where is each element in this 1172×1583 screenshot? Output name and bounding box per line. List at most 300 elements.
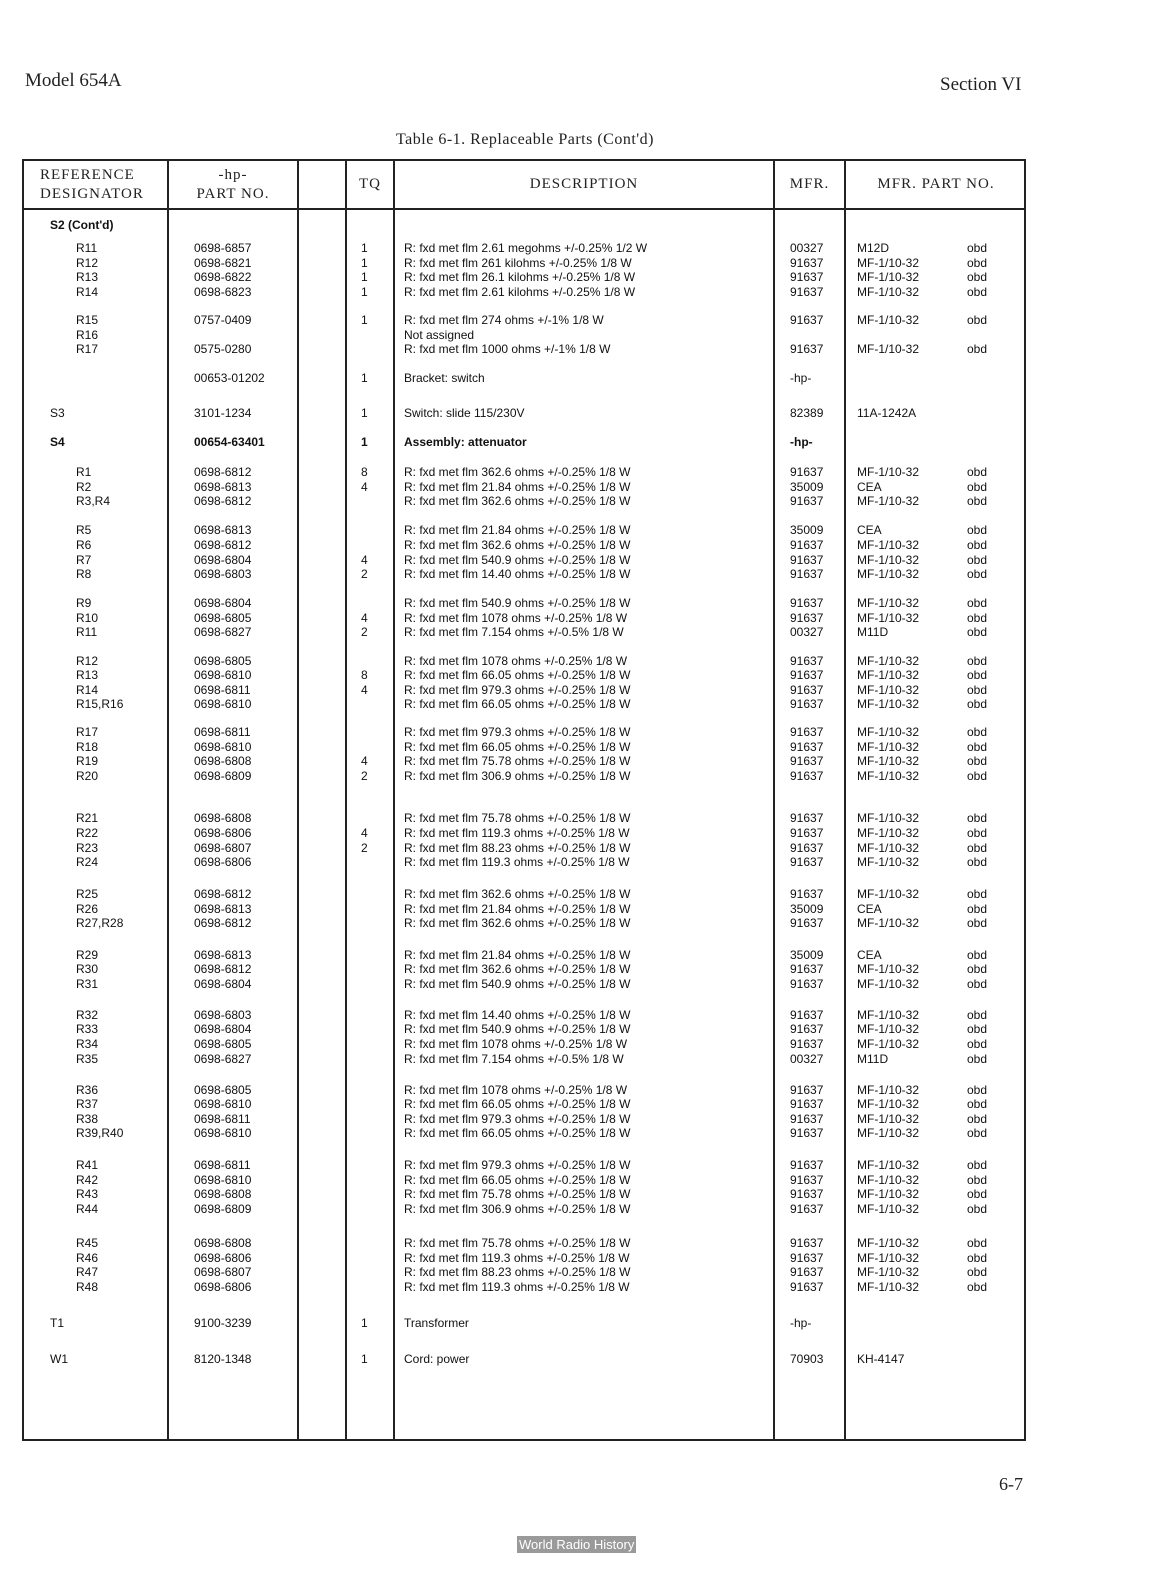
cell-tq: 1 <box>361 270 368 284</box>
cell-hp: 0698-6811 <box>194 1112 251 1126</box>
cell-mpn: MF-1/10-32 <box>857 1280 920 1294</box>
cell-hp: 0698-6813 <box>194 948 252 962</box>
cell-mfr: 91637 <box>790 1008 824 1022</box>
cell-mpn: CEA <box>857 948 882 962</box>
cell-desc: R: fxd met flm 979.3 ohms +/-0.25% 1/8 W <box>404 1112 631 1126</box>
cell-tq: 1 <box>361 313 368 327</box>
cell-mpn: MF-1/10-32 <box>857 465 920 479</box>
cell-desc: R: fxd met flm 979.3 ohms +/-0.25% 1/8 W <box>404 1158 631 1172</box>
column-divider <box>297 161 299 1439</box>
cell-mpn: MF-1/10-32 <box>857 256 920 270</box>
cell-mpn: MF-1/10-32 <box>857 342 920 356</box>
footer-watermark: World Radio History <box>519 1537 635 1552</box>
cell-desc: R: fxd met flm 119.3 ohms +/-0.25% 1/8 W <box>404 826 630 840</box>
cell-hp: 3101-1234 <box>194 406 252 420</box>
cell-mfr: 91637 <box>790 538 824 552</box>
cell-mpn: MF-1/10-32 <box>857 654 920 668</box>
cell-obd: obd <box>967 285 988 299</box>
cell-ref: R33 <box>76 1022 99 1036</box>
cell-desc: R: fxd met flm 26.1 kilohms +/-0.25% 1/8 W <box>404 270 636 284</box>
cell-ref: R9 <box>76 596 92 610</box>
cell-mfr: 00327 <box>790 625 824 639</box>
cell-mfr: 91637 <box>790 1037 824 1051</box>
cell-tq: 4 <box>361 683 368 697</box>
cell-mfr: 91637 <box>790 465 824 479</box>
cell-desc: R: fxd met flm 21.84 ohms +/-0.25% 1/8 W <box>404 948 631 962</box>
cell-ref: R22 <box>76 826 99 840</box>
header-mfr-part-no: MFR. PART NO. <box>877 176 995 192</box>
cell-hp: 0698-6804 <box>194 553 252 567</box>
cell-mfr: 70903 <box>790 1352 824 1366</box>
cell-mfr: 91637 <box>790 285 824 299</box>
cell-hp: 8120-1348 <box>194 1352 252 1366</box>
cell-desc: R: fxd met flm 2.61 megohms +/-0.25% 1/2 W <box>404 241 648 255</box>
cell-mpn: MF-1/10-32 <box>857 841 920 855</box>
cell-desc: R: fxd met flm 14.40 ohms +/-0.25% 1/8 W <box>404 567 631 581</box>
cell-mpn: MF-1/10-32 <box>857 855 920 869</box>
section-title: Section VI <box>940 74 1022 95</box>
cell-desc: R: fxd met flm 362.6 ohms +/-0.25% 1/8 W <box>404 916 631 930</box>
cell-hp: 0698-6813 <box>194 480 252 494</box>
cell-mpn: M11D <box>857 625 889 639</box>
cell-obd: obd <box>967 342 988 356</box>
cell-ref: R11 <box>76 625 98 639</box>
header-description: DESCRIPTION <box>529 176 639 192</box>
cell-ref: R30 <box>76 962 99 976</box>
cell-obd: obd <box>967 241 988 255</box>
column-divider <box>393 161 395 1439</box>
cell-obd: obd <box>967 697 988 711</box>
cell-obd: obd <box>967 465 988 479</box>
cell-tq: 4 <box>361 754 368 768</box>
cell-desc: R: fxd met flm 66.05 ohms +/-0.25% 1/8 W <box>404 740 631 754</box>
cell-desc: R: fxd met flm 7.154 ohms +/-0.5% 1/8 W <box>404 625 624 639</box>
cell-desc: R: fxd met flm 88.23 ohms +/-0.25% 1/8 W <box>404 1265 631 1279</box>
cell-mpn: MF-1/10-32 <box>857 668 920 682</box>
cell-tq: 8 <box>361 668 368 682</box>
cell-ref: R25 <box>76 887 99 901</box>
cell-tq: 1 <box>361 371 368 385</box>
cell-hp: 0698-6827 <box>194 1052 252 1066</box>
cell-hp: 0698-6812 <box>194 962 252 976</box>
cell-obd: obd <box>967 256 988 270</box>
cell-ref: R10 <box>76 611 99 625</box>
cell-mpn: MF-1/10-32 <box>857 977 920 991</box>
cell-ref: R34 <box>76 1037 99 1051</box>
cell-hp: 0698-6808 <box>194 754 252 768</box>
cell-obd: obd <box>967 887 988 901</box>
cell-desc: R: fxd met flm 306.9 ohms +/-0.25% 1/8 W <box>404 1202 631 1216</box>
cell-tq: 1 <box>361 241 368 255</box>
cell-hp: 0698-6806 <box>194 826 252 840</box>
cell-hp: 0698-6827 <box>194 625 252 639</box>
header-mfr: MFR. <box>789 176 830 192</box>
cell-ref: R38 <box>76 1112 99 1126</box>
cell-mpn: MF-1/10-32 <box>857 270 920 284</box>
cell-ref: R13 <box>76 668 99 682</box>
cell-desc: R: fxd met flm 362.6 ohms +/-0.25% 1/8 W <box>404 538 631 552</box>
cell-desc: Switch: slide 115/230V <box>404 406 525 420</box>
cell-desc: R: fxd met flm 75.78 ohms +/-0.25% 1/8 W <box>404 754 631 768</box>
cell-mpn: MF-1/10-32 <box>857 1158 920 1172</box>
cell-desc: Cord: power <box>404 1352 470 1366</box>
cell-tq: 2 <box>361 625 368 639</box>
cell-mpn: MF-1/10-32 <box>857 1265 920 1279</box>
cell-mfr: 35009 <box>790 902 824 916</box>
cell-mfr: 35009 <box>790 480 824 494</box>
cell-obd: obd <box>967 1236 988 1250</box>
cell-hp: 0698-6805 <box>194 1037 252 1051</box>
cell-hp: 0698-6811 <box>194 1158 251 1172</box>
cell-hp: 0698-6812 <box>194 465 252 479</box>
cell-desc: R: fxd met flm 540.9 ohms +/-0.25% 1/8 W <box>404 1022 631 1036</box>
cell-ref: R12 <box>76 256 99 270</box>
cell-obd: obd <box>967 740 988 754</box>
cell-obd: obd <box>967 668 988 682</box>
cell-mfr: 91637 <box>790 1265 824 1279</box>
cell-mfr: 91637 <box>790 611 824 625</box>
cell-ref: R7 <box>76 553 92 567</box>
cell-mfr: 82389 <box>790 406 824 420</box>
cell-mfr: 35009 <box>790 948 824 962</box>
cell-mpn: MF-1/10-32 <box>857 567 920 581</box>
cell-ref: R45 <box>76 1236 99 1250</box>
cell-hp: 0698-6805 <box>194 611 252 625</box>
column-divider <box>167 161 169 1439</box>
cell-mpn: MF-1/10-32 <box>857 1083 920 1097</box>
cell-mfr: 91637 <box>790 668 824 682</box>
cell-obd: obd <box>967 567 988 581</box>
cell-hp: 0698-6810 <box>194 1097 252 1111</box>
cell-hp: 00654-63401 <box>194 435 265 449</box>
cell-obd: obd <box>967 494 988 508</box>
cell-obd: obd <box>967 553 988 567</box>
cell-mfr: 91637 <box>790 1173 824 1187</box>
cell-mpn: MF-1/10-32 <box>857 811 920 825</box>
cell-mfr: 91637 <box>790 1126 824 1140</box>
cell-desc: R: fxd met flm 119.3 ohms +/-0.25% 1/8 W <box>404 1251 630 1265</box>
cell-desc: Not assigned <box>404 328 475 342</box>
cell-ref: R39,R40 <box>76 1126 124 1140</box>
cell-tq: 1 <box>361 285 368 299</box>
cell-obd: obd <box>967 1251 988 1265</box>
cell-hp: 0698-6811 <box>194 725 251 739</box>
cell-tq: 1 <box>361 256 368 270</box>
cell-mfr: 91637 <box>790 697 824 711</box>
cell-hp: 0698-6805 <box>194 1083 252 1097</box>
cell-desc: R: fxd met flm 1078 ohms +/-0.25% 1/8 W <box>404 1037 628 1051</box>
cell-mfr: 91637 <box>790 841 824 855</box>
cell-obd: obd <box>967 270 988 284</box>
cell-mpn: CEA <box>857 523 882 537</box>
cell-tq: 1 <box>361 435 368 449</box>
cell-obd: obd <box>967 1112 988 1126</box>
cell-mfr: 91637 <box>790 754 824 768</box>
cell-mfr: 91637 <box>790 811 824 825</box>
cell-ref: R37 <box>76 1097 99 1111</box>
cell-ref: R14 <box>76 683 99 697</box>
cell-mpn: MF-1/10-32 <box>857 916 920 930</box>
cell-hp: 0698-6804 <box>194 977 252 991</box>
cell-tq: 1 <box>361 1352 368 1366</box>
cell-mpn: MF-1/10-32 <box>857 1187 920 1201</box>
cell-mpn: MF-1/10-32 <box>857 683 920 697</box>
cell-hp: 0698-6803 <box>194 1008 252 1022</box>
cell-desc: R: fxd met flm 21.84 ohms +/-0.25% 1/8 W <box>404 902 631 916</box>
cell-ref: R14 <box>76 285 99 299</box>
cell-tq: 1 <box>361 406 368 420</box>
cell-desc: R: fxd met flm 362.6 ohms +/-0.25% 1/8 W <box>404 962 631 976</box>
cell-obd: obd <box>967 948 988 962</box>
cell-mfr: 91637 <box>790 1097 824 1111</box>
cell-tq: 4 <box>361 553 368 567</box>
cell-mfr: 91637 <box>790 270 824 284</box>
cell-mfr: 91637 <box>790 1202 824 1216</box>
cell-ref: W1 <box>50 1352 68 1366</box>
header-hp-part-no: -hp- PART NO. <box>196 166 270 202</box>
cell-mfr: 91637 <box>790 596 824 610</box>
cell-obd: obd <box>967 313 988 327</box>
cell-ref: R20 <box>76 769 99 783</box>
cell-desc: Assembly: attenuator <box>404 435 527 449</box>
cell-hp: 0698-6812 <box>194 538 252 552</box>
cell-mpn: MF-1/10-32 <box>857 887 920 901</box>
table-caption: Table 6-1. Replaceable Parts (Cont'd) <box>396 131 654 148</box>
cell-hp: 0698-6804 <box>194 596 252 610</box>
cell-desc: R: fxd met flm 119.3 ohms +/-0.25% 1/8 W <box>404 855 630 869</box>
column-divider <box>773 161 775 1439</box>
cell-mpn: MF-1/10-32 <box>857 1112 920 1126</box>
cell-obd: obd <box>967 1158 988 1172</box>
cell-mpn: CEA <box>857 480 882 494</box>
cell-mpn: MF-1/10-32 <box>857 1173 920 1187</box>
cell-mpn: MF-1/10-32 <box>857 769 920 783</box>
cell-mfr: 91637 <box>790 567 824 581</box>
cell-hp: 00653-01202 <box>194 371 265 385</box>
cell-mfr: 91637 <box>790 916 824 930</box>
cell-mfr: 91637 <box>790 725 824 739</box>
cell-mpn: MF-1/10-32 <box>857 826 920 840</box>
cell-ref: R16 <box>76 328 99 342</box>
cell-hp: 0698-6813 <box>194 902 252 916</box>
cell-mpn: KH-4147 <box>857 1352 905 1366</box>
cell-hp: 0698-6804 <box>194 1022 252 1036</box>
cell-mpn: 11A-1242A <box>857 406 917 420</box>
cell-ref: R32 <box>76 1008 99 1022</box>
cell-hp: 0698-6808 <box>194 1187 252 1201</box>
cell-ref: R31 <box>76 977 99 991</box>
cell-ref: R46 <box>76 1251 99 1265</box>
cell-desc: R: fxd met flm 66.05 ohms +/-0.25% 1/8 W <box>404 668 631 682</box>
cell-obd: obd <box>967 902 988 916</box>
cell-hp: 0698-6808 <box>194 811 252 825</box>
cell-obd: obd <box>967 611 988 625</box>
cell-mpn: MF-1/10-32 <box>857 1251 920 1265</box>
cell-desc: R: fxd met flm 66.05 ohms +/-0.25% 1/8 W <box>404 1126 631 1140</box>
cell-mpn: MF-1/10-32 <box>857 285 920 299</box>
cell-ref: R41 <box>76 1158 99 1172</box>
cell-hp: 0698-6810 <box>194 668 252 682</box>
cell-ref: R17 <box>76 725 99 739</box>
cell-hp: 0698-6821 <box>194 256 252 270</box>
cell-obd: obd <box>967 1097 988 1111</box>
cell-obd: obd <box>967 916 988 930</box>
cell-ref: R48 <box>76 1280 99 1294</box>
cell-mfr: 91637 <box>790 1236 824 1250</box>
column-divider <box>844 161 846 1439</box>
cell-mfr: 91637 <box>790 1158 824 1172</box>
cell-desc: R: fxd met flm 88.23 ohms +/-0.25% 1/8 W <box>404 841 631 855</box>
cell-desc: R: fxd met flm 362.6 ohms +/-0.25% 1/8 W <box>404 465 631 479</box>
cell-hp: 0698-6857 <box>194 241 252 255</box>
cell-ref: R24 <box>76 855 99 869</box>
cell-desc: R: fxd met flm 21.84 ohms +/-0.25% 1/8 W <box>404 523 631 537</box>
cell-hp: 0575-0280 <box>194 342 252 356</box>
group-heading: S2 (Cont'd) <box>50 218 114 232</box>
cell-mfr: 91637 <box>790 1083 824 1097</box>
cell-mfr: 91637 <box>790 977 824 991</box>
cell-obd: obd <box>967 855 988 869</box>
cell-mpn: M11D <box>857 1052 889 1066</box>
header-reference-designator: REFERENCE DESIGNATOR <box>40 166 144 202</box>
cell-obd: obd <box>967 1052 988 1066</box>
cell-obd: obd <box>967 625 988 639</box>
cell-ref: R35 <box>76 1052 99 1066</box>
cell-ref: R42 <box>76 1173 99 1187</box>
cell-hp: 0698-6806 <box>194 855 252 869</box>
cell-desc: R: fxd met flm 540.9 ohms +/-0.25% 1/8 W <box>404 977 631 991</box>
cell-hp: 0698-6813 <box>194 523 252 537</box>
cell-mpn: MF-1/10-32 <box>857 697 920 711</box>
cell-desc: R: fxd met flm 362.6 ohms +/-0.25% 1/8 W <box>404 887 631 901</box>
cell-ref: R36 <box>76 1083 99 1097</box>
cell-mfr: 91637 <box>790 1187 824 1201</box>
cell-ref: R43 <box>76 1187 99 1201</box>
header-divider <box>24 208 1024 210</box>
cell-ref: R27,R28 <box>76 916 124 930</box>
cell-obd: obd <box>967 683 988 697</box>
cell-obd: obd <box>967 1008 988 1022</box>
cell-mpn: MF-1/10-32 <box>857 313 920 327</box>
cell-hp: 0698-6810 <box>194 1126 252 1140</box>
cell-mpn: MF-1/10-32 <box>857 740 920 754</box>
cell-tq: 4 <box>361 611 368 625</box>
cell-desc: R: fxd met flm 7.154 ohms +/-0.5% 1/8 W <box>404 1052 624 1066</box>
cell-obd: obd <box>967 654 988 668</box>
cell-ref: S3 <box>50 406 65 420</box>
cell-mpn: MF-1/10-32 <box>857 1037 920 1051</box>
cell-mfr: 91637 <box>790 654 824 668</box>
cell-desc: R: fxd met flm 274 ohms +/-1% 1/8 W <box>404 313 604 327</box>
cell-hp: 0698-6812 <box>194 887 252 901</box>
cell-ref: R47 <box>76 1265 99 1279</box>
cell-ref: R1 <box>76 465 92 479</box>
cell-obd: obd <box>967 1126 988 1140</box>
cell-mpn: MF-1/10-32 <box>857 1022 920 1036</box>
cell-obd: obd <box>967 811 988 825</box>
cell-obd: obd <box>967 596 988 610</box>
cell-desc: R: fxd met flm 14.40 ohms +/-0.25% 1/8 W <box>404 1008 631 1022</box>
cell-obd: obd <box>967 769 988 783</box>
cell-desc: R: fxd met flm 2.61 kilohms +/-0.25% 1/8 W <box>404 285 636 299</box>
cell-desc: R: fxd met flm 66.05 ohms +/-0.25% 1/8 W <box>404 697 631 711</box>
cell-mpn: MF-1/10-32 <box>857 725 920 739</box>
cell-tq: 4 <box>361 480 368 494</box>
cell-desc: R: fxd met flm 1078 ohms +/-0.25% 1/8 W <box>404 654 628 668</box>
cell-obd: obd <box>967 826 988 840</box>
cell-mpn: M12D <box>857 241 890 255</box>
cell-hp: 0698-6812 <box>194 916 252 930</box>
cell-mfr: 91637 <box>790 1112 824 1126</box>
cell-mfr: -hp- <box>790 1316 812 1330</box>
cell-obd: obd <box>967 1037 988 1051</box>
cell-mfr: 91637 <box>790 769 824 783</box>
cell-mfr: 00327 <box>790 241 824 255</box>
header-tq: TQ <box>359 176 381 192</box>
cell-hp: 0698-6806 <box>194 1280 252 1294</box>
cell-mfr: 91637 <box>790 962 824 976</box>
cell-desc: R: fxd met flm 66.05 ohms +/-0.25% 1/8 W <box>404 1173 631 1187</box>
cell-ref: R8 <box>76 567 92 581</box>
cell-hp: 0698-6810 <box>194 740 252 754</box>
cell-desc: R: fxd met flm 261 kilohms +/-0.25% 1/8 W <box>404 256 632 270</box>
cell-ref: S4 <box>50 435 65 449</box>
cell-ref: R11 <box>76 241 98 255</box>
cell-obd: obd <box>967 523 988 537</box>
page-number: 6-7 <box>999 1474 1023 1494</box>
cell-mfr: 91637 <box>790 740 824 754</box>
cell-tq: 2 <box>361 769 368 783</box>
cell-obd: obd <box>967 725 988 739</box>
cell-mfr: 91637 <box>790 855 824 869</box>
cell-desc: R: fxd met flm 979.3 ohms +/-0.25% 1/8 W <box>404 725 631 739</box>
cell-mfr: 00327 <box>790 1052 824 1066</box>
cell-ref: R19 <box>76 754 99 768</box>
cell-mfr: 91637 <box>790 494 824 508</box>
cell-ref: R17 <box>76 342 99 356</box>
cell-hp: 0698-6808 <box>194 1236 252 1250</box>
cell-mpn: CEA <box>857 902 882 916</box>
cell-mpn: MF-1/10-32 <box>857 538 920 552</box>
cell-ref: R44 <box>76 1202 99 1216</box>
cell-mpn: MF-1/10-32 <box>857 1008 920 1022</box>
cell-mfr: 91637 <box>790 683 824 697</box>
cell-ref: R12 <box>76 654 99 668</box>
cell-mpn: MF-1/10-32 <box>857 754 920 768</box>
cell-hp: 0698-6805 <box>194 654 252 668</box>
cell-obd: obd <box>967 1265 988 1279</box>
cell-ref: R15,R16 <box>76 697 124 711</box>
cell-mpn: MF-1/10-32 <box>857 1236 920 1250</box>
cell-mpn: MF-1/10-32 <box>857 611 920 625</box>
cell-desc: Bracket: switch <box>404 371 485 385</box>
cell-hp: 0698-6807 <box>194 1265 252 1279</box>
cell-desc: R: fxd met flm 75.78 ohms +/-0.25% 1/8 W <box>404 1236 631 1250</box>
cell-obd: obd <box>967 1202 988 1216</box>
cell-desc: R: fxd met flm 1078 ohms +/-0.25% 1/8 W <box>404 1083 628 1097</box>
cell-desc: R: fxd met flm 66.05 ohms +/-0.25% 1/8 W <box>404 1097 631 1111</box>
cell-ref: R13 <box>76 270 99 284</box>
cell-desc: R: fxd met flm 21.84 ohms +/-0.25% 1/8 W <box>404 480 631 494</box>
cell-obd: obd <box>967 1173 988 1187</box>
model-title: Model 654A <box>25 70 122 91</box>
cell-mfr: 35009 <box>790 523 824 537</box>
cell-ref: T1 <box>50 1316 65 1330</box>
cell-obd: obd <box>967 538 988 552</box>
cell-desc: R: fxd met flm 362.6 ohms +/-0.25% 1/8 W <box>404 494 631 508</box>
cell-hp: 0698-6809 <box>194 769 252 783</box>
cell-mfr: 91637 <box>790 887 824 901</box>
